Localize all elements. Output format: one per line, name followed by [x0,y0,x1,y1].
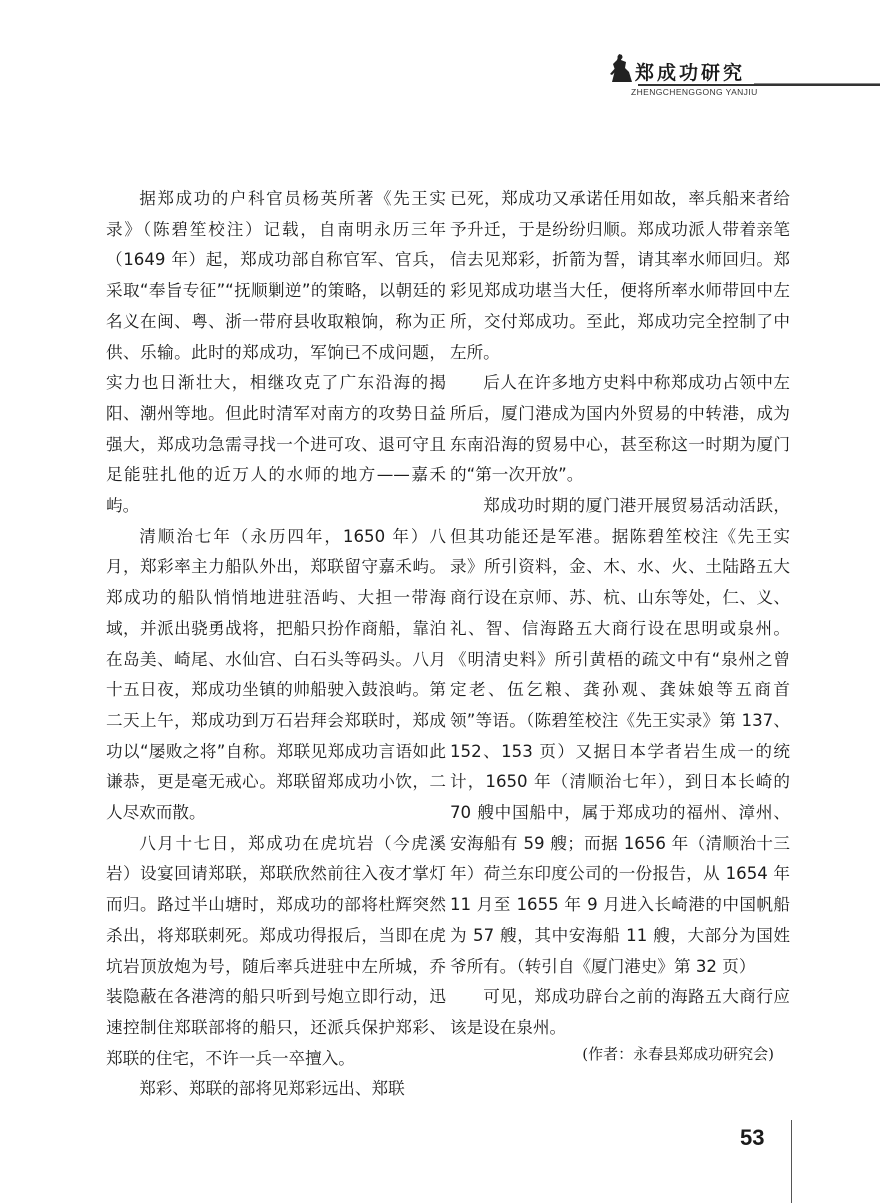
page-rule [791,1120,792,1203]
left-column [106,184,446,1105]
right-column [450,184,790,1044]
zheng-chenggong-figure-icon [608,52,634,84]
paragraph: 郑成功时期的厦门港开展贸易活动活跃，但其功能还是军港。据陈碧笙校注《先王实录》所引资料，金、木、水、火、土陆路五大商行设在京师、苏、杭、山东等处，仁、义、礼、智、信海路五大商行设在思明或泉州。《明清史料》所引黄梧的疏文中有“泉州之曾定老、伍乞粮、龚孙观、龚妹娘等五商首领”等语。（陈碧笙校注《先王实录》第 137、152、153 页）又据日本学者岩生成一的统计，1650 年（清顺治七年），到日本长崎的 70 艘中国船中，属于郑成功的福州、漳州、安海船有 59 艘；而据 1656 年（清顺治十三年）荷兰东印度公司的一份报告，从 1654 年 11 月至 1655 年 9 月进入长崎港的中国帆船为 57 艘，其中安海船 11 艘，大部分为国姓爷所有。（转引自《厦门港史》第 32 页） [450,496,790,976]
paragraph: 清顺治七年（永历四年，1650 年）八月，郑彩率主力船队外出，郑联留守嘉禾屿。郑成功的船队悄悄地进驻浯屿、大担一带海域，并派出骁勇战将，把船只扮作商船，靠泊在岛美、崎尾、水仙宫、白石头等码头。八月十五日夜，郑成功坐镇的帅船驶入鼓浪屿。第二天上午，郑成功到万石岩拜会郑联时，郑成功以“屡败之将”自称。郑联见郑成功言语如此谦恭，更是毫无戒心。郑联留郑成功小饮，二人尽欢而散。 [106,526,446,823]
journal-title: 郑成功研究 [635,62,746,84]
paragraph: 已死，郑成功又承诺任用如故，率兵船来者给予升迁，于是纷纷归顺。郑成功派人带着亲笔信去见郑彩，折箭为誓，请其率水师回归。郑彩见郑成功堪当大任，便将所率水师带回中左所，交付郑成功。至此，郑成功完全控制了中左所。 [450,189,790,362]
paragraph: 后人在许多地方史料中称郑成功占领中左所后，厦门港成为国内外贸易的中转港，成为东南沿海的贸易中心，甚至称这一时期为厦门的“第一次开放”。 [450,373,790,485]
paragraph: 八月十七日，郑成功在虎坑岩（今虎溪岩）设宴回请郑联，郑联欣然前往入夜才掌灯而归。路过半山塘时，郑成功的部将杜辉突然杀出，将郑联刺死。郑成功得报后，当即在虎坑岩顶放炮为号，随后率兵进驻中左所城，乔装隐蔽在各港湾的船只听到号炮立即行动，迅速控制住郑联部将的船只，还派兵保护郑彩、郑联的住宅，不许一兵一卒擅入。 [106,833,446,1068]
journal-subtitle: ZHENGCHENGGONG YANJIU [631,87,758,97]
paragraph: 可见，郑成功辟台之前的海路五大商行应该是设在泉州。 [450,987,790,1037]
author-credit: (作者：永春县郑成功研究会) [582,1045,774,1063]
header-rule-bold [638,84,880,86]
page-number: 53 [740,1125,765,1150]
paragraph: 据郑成功的户科官员杨英所著《先王实录》（陈碧笙校注）记载，自南明永历三年（1649 年）起，郑成功部自称官军、官兵，采取“奉旨专征”“抚顺剿逆”的策略，以朝廷的名义在闽、粤、浙一带府县收取粮饷，称为正供、乐输。此时的郑成功，军饷已不成问题，实力也日渐壮大，相继攻克了广东沿海的揭阳、潮州等地。但此时清军对南方的攻势日益强大，郑成功急需寻找一个进可攻、退可守且足能驻扎他的近万人的水师的地方——嘉禾屿。 [106,189,446,516]
paragraph: 郑彩、郑联的部将见郑彩远出、郑联 [139,1079,405,1099]
journal-logo [605,52,765,102]
